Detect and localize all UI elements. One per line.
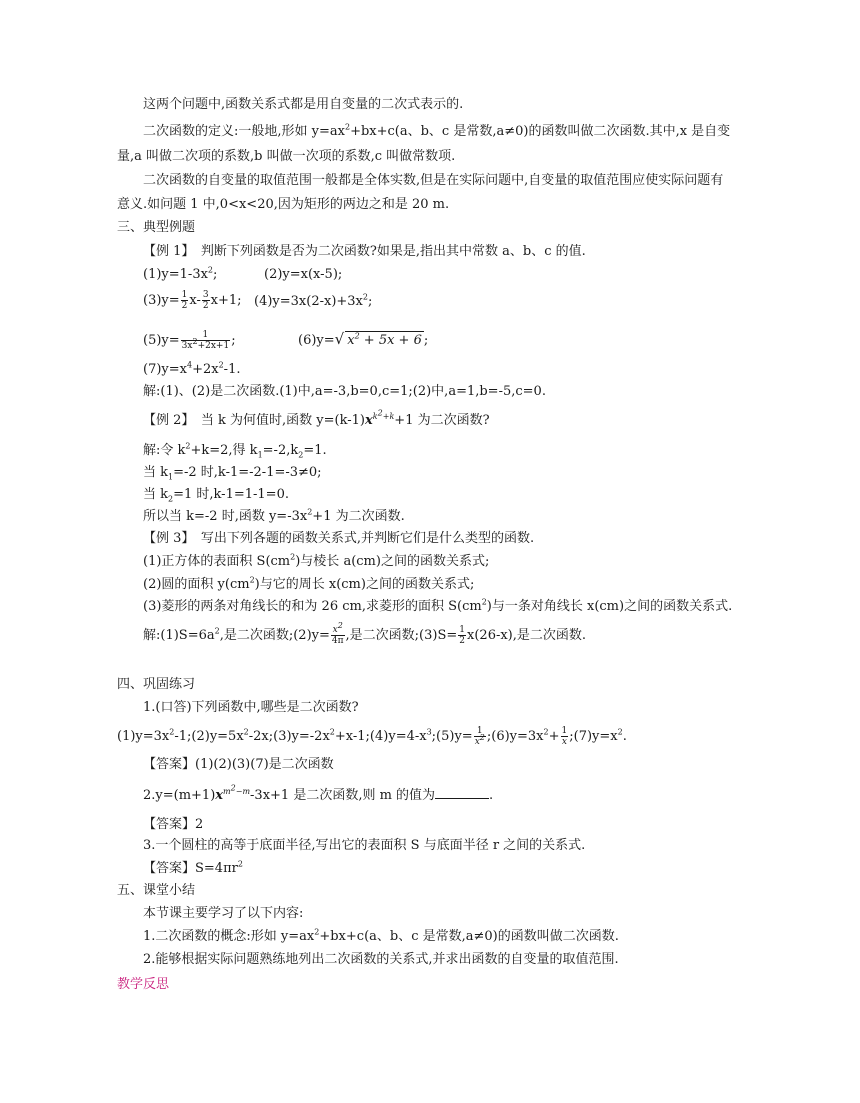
practice-question-1-functions: $(1)y=3x^2-1;(2)y=5x^2-2x;(3)y=-2x^2+x-1;(4)y=4-x^3;(5)y=$ $\frac{1}{x^2}$ $;(6)y=3x^2+$ $\frac{1}{x}$ $;(7)y=x^2$. (117, 726, 627, 747)
example-2-step-3: 当 $k_2=1$ 时,k-1=1-1=0. (143, 487, 289, 504)
teaching-reflection-label: 教学反思 (117, 977, 170, 992)
practice-question-1: 1.(口答)下列函数中,哪些是二次函数? (143, 700, 359, 715)
section-title-practice: 四、巩固练习 (117, 677, 196, 692)
example-3-question-2: (2)圆的面积 $y(cm^2)$与它的周长 x(cm)之间的函数关系式; (143, 575, 475, 592)
practice-answer-2: 【答案】2 (143, 817, 204, 832)
example-3-question-3: (3)菱形的两条对角线长的和为 26 cm,求菱形的面积 $S(cm^2)$与一条对角线长 x(cm)之间的函数关系式. (143, 597, 733, 614)
example-1-item-1: $(1)y=1-3x^2$; (143, 265, 218, 282)
example-1-item-4: $(4)y=3x(2-x)+3x^2$; (254, 292, 373, 309)
example-1-item-6: (6)y=√ $x^2 + 5x + 6$ ; (298, 330, 429, 348)
practice-question-2: $2.y=(m+1)x^{m^2-m}-3x+1$ 是二次函数,则 m 的值为 . (143, 783, 494, 803)
example-3-heading: 【例 3】 写出下列各题的函数关系式,并判断它们是什么类型的函数. (143, 531, 535, 546)
example-2-heading: 【例 2】 当 k 为何值时,函数 $y=(k-1)x^{k^2+k}+1$ 为二次函数? (143, 408, 490, 428)
example-1-item-2: (2)y=x(x-5); (264, 267, 343, 282)
example-1-item-3: (3)y= $\frac{1}{2}$ x- $\frac{3}{2}$ x+1; (143, 290, 242, 311)
example-2-step-2: 当 $k_1=-2$ 时,k-1=-2-1=-3≠0; (143, 465, 322, 482)
intro-line-1: 这两个问题中,函数关系式都是用自变量的二次式表示的. (143, 97, 464, 112)
intro-line-5: 意义.如问题 1 中,0<x<20,因为矩形的两边之和是 20 m. (117, 197, 450, 212)
intro-line-3: 量,a 叫做二次项的系数,b 叫做一次项的系数,c 叫做常数项. (117, 149, 456, 164)
intro-line-4: 二次函数的自变量的取值范围一般都是全体实数,但是在实际问题中,自变量的取值范围应使实际问题有 (143, 173, 724, 188)
example-1-heading: 【例 1】 判断下列函数是否为二次函数?如果是,指出其中常数 a、b、c 的值. (143, 244, 586, 259)
answer-blank[interactable] (435, 786, 489, 799)
practice-answer-3: 【答案】$S=4\pi r^2$ (143, 859, 243, 876)
example-2-step-1: 解:令 $k^2+k=2$,得 $k_1=-2,k_2=1$. (143, 441, 327, 460)
example-3-question-1: (1)正方体的表面积 $S(cm^2)$与棱长 a(cm)之间的函数关系式; (143, 552, 490, 569)
practice-answer-1: 【答案】(1)(2)(3)(7)是二次函数 (143, 757, 334, 772)
summary-line-2: 1.二次函数的概念:形如 $y=ax^2+bx+c(a$、b、c 是常数,a≠0)的函数叫做二次函数. (143, 927, 619, 944)
intro-line-2: 二次函数的定义:一般地,形如 $y=ax^2+bx+c(a$、b、c 是常数,a≠0)的函数叫做二次函数.其中,x 是自变 (143, 122, 731, 139)
summary-line-3: 2.能够根据实际问题熟练地列出二次函数的关系式,并求出函数的自变量的取值范围. (143, 952, 619, 967)
example-1-solution: 解:(1)、(2)是二次函数.(1)中,a=-3,b=0,c=1;(2)中,a=1,b=-5,c=0. (143, 384, 546, 399)
practice-question-3: 3.一个圆柱的高等于底面半径,写出它的表面积 S 与底面半径 r 之间的关系式. (143, 838, 586, 853)
section-title-summary: 五、课堂小结 (117, 883, 196, 898)
example-1-item-7: $(7)y=x^4+2x^2-1$. (143, 360, 241, 377)
example-3-solution: 解$:(1)S=6a^2$,是二次函数;(2)y= $\frac{x^2}{4\pi}$ ,是二次函数;(3)S= $\frac{1}{2}$ x(26-x),是二次函数. (143, 621, 587, 646)
example-2-step-4: 所以当 k=-2 时,函数 $y=-3x^2+1$ 为二次函数. (143, 507, 405, 524)
example-1-item-5: (5)y= $\frac{1}{3x^2+2x+1}$ ; (143, 330, 236, 351)
summary-line-1: 本节课主要学习了以下内容: (143, 906, 304, 921)
section-title-examples: 三、典型例题 (117, 220, 196, 235)
